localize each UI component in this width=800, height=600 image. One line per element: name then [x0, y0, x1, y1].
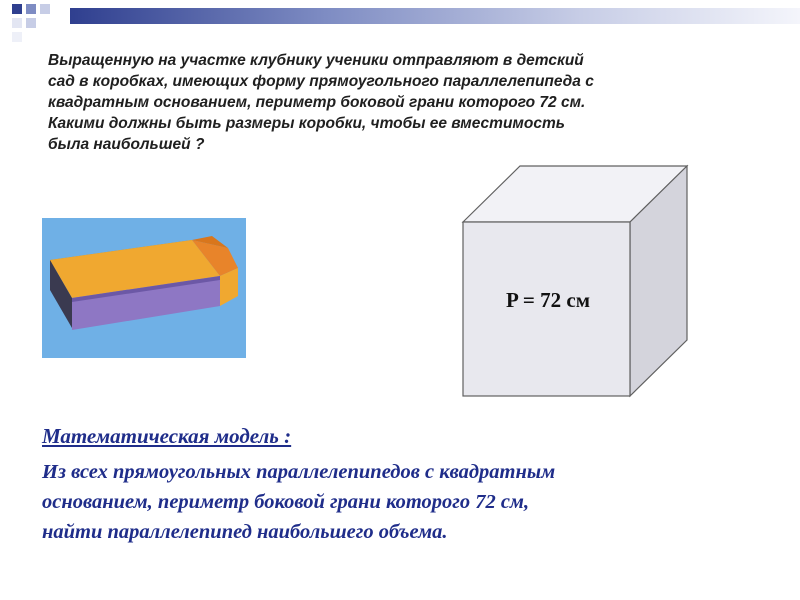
- header-decoration: [0, 0, 800, 40]
- problem-line: квадратным основанием, периметр боковой грани которого 72 см.: [48, 94, 586, 111]
- model-title: Математическая модель :: [42, 424, 292, 448]
- perimeter-label: P = 72 см: [505, 288, 590, 312]
- model-statement: [42, 457, 762, 547]
- problem-line: сад в коробках, имеющих форму прямоугольного параллелепипеда с: [48, 73, 594, 90]
- deco-square: [12, 18, 22, 28]
- problem-line: Какими должны быть размеры коробки, чтобы ее вместимость: [48, 115, 565, 132]
- header-decoration-squares: [12, 4, 22, 14]
- open-box-illustration: [42, 218, 246, 358]
- model-line: найти параллелепипед наибольшего объема.: [42, 521, 448, 543]
- problem-line: была наибольшей ?: [48, 136, 205, 153]
- deco-square: [40, 4, 50, 14]
- cube-diagram: [455, 160, 695, 410]
- deco-square: [26, 18, 36, 28]
- model-line: основанием, периметр боковой грани которого 72 см,: [42, 491, 530, 513]
- header-gradient-bar: [70, 8, 800, 24]
- deco-square: [26, 4, 36, 14]
- deco-square: [12, 32, 22, 42]
- problem-line: Выращенную на участке клубнику ученики отправляют в детский: [48, 52, 584, 69]
- open-cardboard-box-image: [42, 218, 246, 358]
- problem-statement: [48, 50, 768, 155]
- model-line: Из всех прямоугольных параллелепипедов с квадратным: [42, 461, 556, 483]
